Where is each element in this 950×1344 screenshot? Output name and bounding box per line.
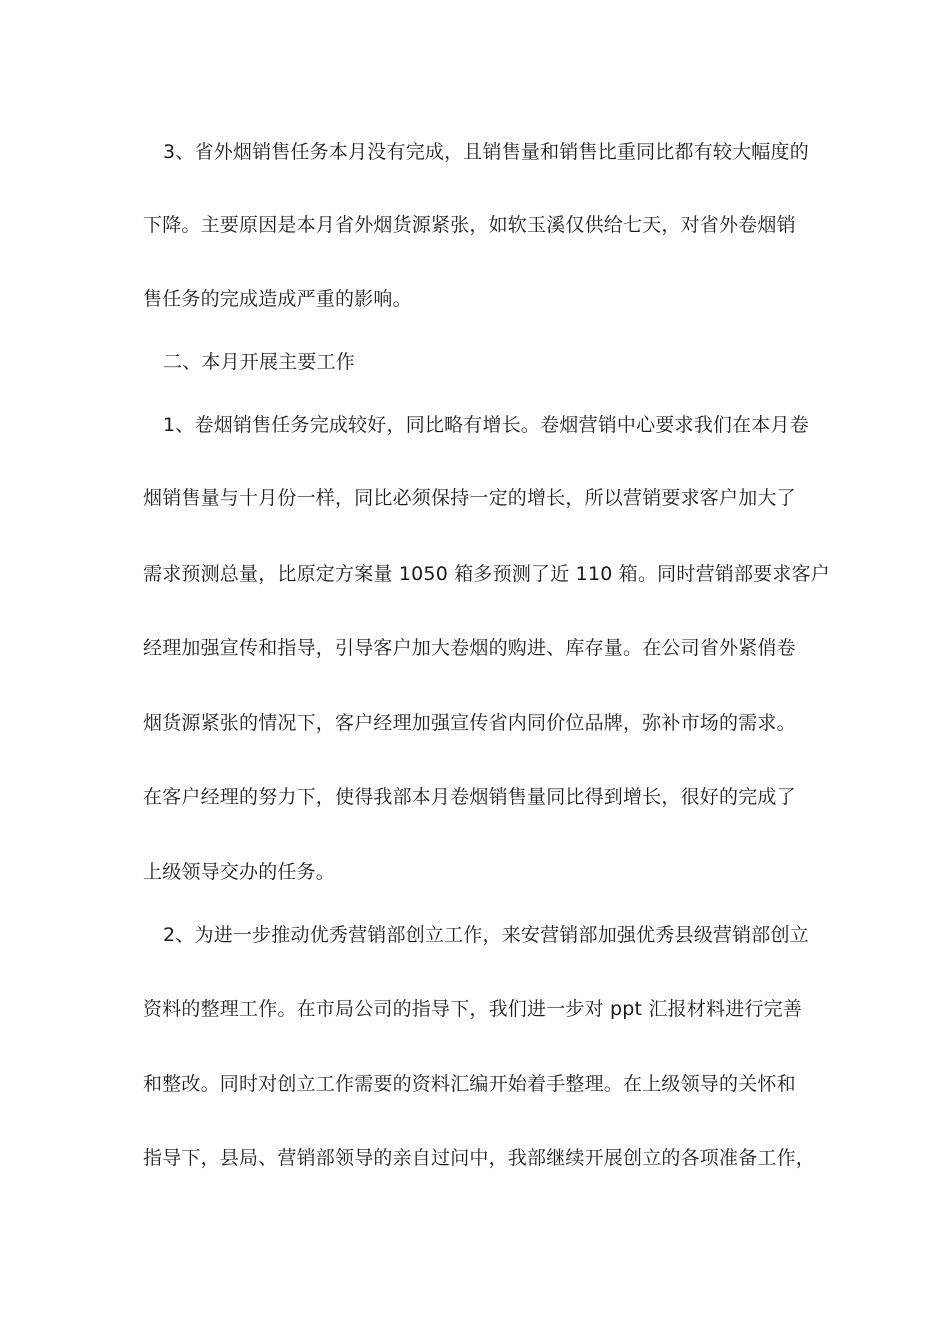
paragraph-1-line-7: 上级领导交办的任务。 (143, 861, 336, 883)
section-heading: 二、本月开展主要工作 (163, 351, 356, 373)
paragraph-2-line-4: 指导下，县局、营销部领导的亲自过问中，我部继续开展创立的各项准备工作， (143, 1147, 816, 1169)
paragraph-3-line-2: 下降。主要原因是本月省外烟货源紧张，如软玉溪仅供给七天，对省外卷烟销 (143, 214, 796, 236)
paragraph-3-line-1: 3、省外烟销售任务本月没有完成，且销售量和销售比重同比都有较大幅度的 (163, 141, 809, 163)
paragraph-1-line-2: 烟销售量与十月份一样，同比必须保持一定的增长，所以营销要求客户加大了 (143, 487, 796, 509)
paragraph-1-line-4: 经理加强宣传和指导，引导客户加大卷烟的购进、库存量。在公司省外紧俏卷 (143, 637, 796, 659)
paragraph-3-line-3: 售任务的完成造成严重的影响。 (143, 288, 412, 310)
paragraph-1-line-1: 1、卷烟销售任务完成较好，同比略有增长。卷烟营销中心要求我们在本月卷 (163, 414, 809, 436)
paragraph-2-line-2: 资料的整理工作。在市局公司的指导下，我们进一步对 ppt 汇报材料进行完善 (143, 998, 803, 1020)
paragraph-2-line-1: 2、为进一步推动优秀营销部创立工作，来安营销部加强优秀县级营销部创立 (163, 924, 809, 946)
paragraph-1-line-5: 烟货源紧张的情况下，客户经理加强宣传省内同价位品牌，弥补市场的需求。 (143, 712, 796, 734)
paragraph-2-line-3: 和整改。同时对创立工作需要的资料汇编开始着手整理。在上级领导的关怀和 (143, 1073, 796, 1095)
paragraph-1-line-6: 在客户经理的努力下，使得我部本月卷烟销售量同比得到增长，很好的完成了 (143, 786, 796, 808)
paragraph-1-line-3: 需求预测总量，比原定方案量 1050 箱多预测了近 110 箱。同时营销部要求客户 (143, 563, 830, 585)
